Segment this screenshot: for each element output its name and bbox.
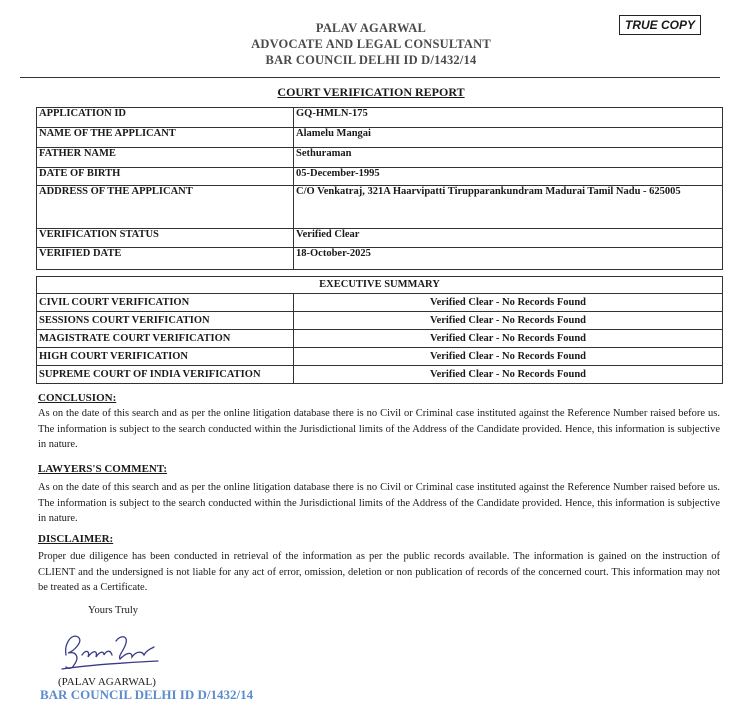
signatory-name: (PALAV AGARWAL) bbox=[58, 676, 156, 688]
summary-value: Verified Clear - No Records Found bbox=[294, 330, 723, 348]
table-row bbox=[37, 330, 723, 348]
table-row bbox=[37, 312, 723, 330]
detail-label: ADDRESS OF THE APPLICANT bbox=[37, 186, 294, 229]
signature-image bbox=[58, 625, 168, 673]
advocate-bar-id: BAR COUNCIL DELHI ID D/1432/14 bbox=[265, 53, 477, 67]
applicant-details-table bbox=[36, 107, 723, 270]
summary-value: Verified Clear - No Records Found bbox=[294, 348, 723, 366]
table-row bbox=[37, 186, 723, 229]
table-row bbox=[37, 348, 723, 366]
summary-value: Verified Clear - No Records Found bbox=[294, 312, 723, 330]
detail-value: Alamelu Mangai bbox=[294, 128, 723, 148]
table-row bbox=[37, 366, 723, 384]
table-row bbox=[37, 229, 723, 248]
detail-value: 18-October-2025 bbox=[294, 248, 723, 270]
footer-bar-id: BAR COUNCIL DELHI ID D/1432/14 bbox=[40, 687, 254, 702]
detail-label: APPLICATION ID bbox=[37, 108, 294, 128]
summary-label: HIGH COURT VERIFICATION bbox=[37, 348, 294, 366]
table-row bbox=[37, 277, 723, 294]
lawyers-comment-heading: LAWYERS'S COMMENT: bbox=[38, 463, 168, 475]
header-divider bbox=[20, 77, 720, 78]
true-copy-stamp: TRUE COPY bbox=[619, 15, 701, 35]
disclaimer-text: Proper due diligence has been conducted in retrieval of the information as per the public records available. The information is gained on the instruction of CLIENT and the undersigned is not liable for any act of error, omission, deletion or non publication of records of the concerned court. This information may not be treated as a Certificate. bbox=[38, 551, 720, 593]
table-row bbox=[37, 128, 723, 148]
detail-label: DATE OF BIRTH bbox=[37, 168, 294, 186]
detail-label: FATHER NAME bbox=[37, 148, 294, 168]
summary-label: SESSIONS COURT VERIFICATION bbox=[37, 312, 294, 330]
detail-value: Verified Clear bbox=[294, 229, 723, 248]
detail-label: NAME OF THE APPLICANT bbox=[37, 128, 294, 148]
report-title: COURT VERIFICATION REPORT bbox=[277, 85, 465, 99]
executive-summary-title: EXECUTIVE SUMMARY bbox=[37, 277, 723, 294]
disclaimer-heading: DISCLAIMER: bbox=[38, 533, 114, 545]
advocate-designation: ADVOCATE AND LEGAL CONSULTANT bbox=[251, 37, 491, 51]
summary-label: SUPREME COURT OF INDIA VERIFICATION bbox=[37, 366, 294, 384]
conclusion-text: As on the date of this search and as per the online litigation database there is no Civil or Criminal case instituted against the Reference Number raised before us. The information is subject to the search conducted within the Jurisdictional limits of the Address of the Candidate provided. Hence, this information is subjective in nature. bbox=[38, 408, 720, 450]
summary-value: Verified Clear - No Records Found bbox=[294, 294, 723, 312]
detail-label: VERIFIED DATE bbox=[37, 248, 294, 270]
detail-value: 05-December-1995 bbox=[294, 168, 723, 186]
detail-value: GQ-HMLN-175 bbox=[294, 108, 723, 128]
summary-label: MAGISTRATE COURT VERIFICATION bbox=[37, 330, 294, 348]
detail-value: Sethuraman bbox=[294, 148, 723, 168]
lawyers-comment-text: As on the date of this search and as per the online litigation database there is no Civil or Criminal case instituted against the Reference Number raised before us. The information is subject to the search conducted within the Jurisdictional limits of the Address of the Candidate provided. Hence, this information is subjective in nature. bbox=[38, 482, 720, 524]
summary-label: CIVIL COURT VERIFICATION bbox=[37, 294, 294, 312]
table-row bbox=[37, 248, 723, 270]
executive-summary-table bbox=[36, 276, 723, 384]
table-row bbox=[37, 108, 723, 128]
table-row bbox=[37, 148, 723, 168]
table-row bbox=[37, 168, 723, 186]
advocate-name: PALAV AGARWAL bbox=[315, 21, 427, 35]
detail-value: C/O Venkatraj, 321A Haarvipatti Tirupparankundram Madurai Tamil Nadu - 625005 bbox=[294, 186, 723, 229]
conclusion-heading: CONCLUSION: bbox=[38, 392, 117, 404]
detail-label: VERIFICATION STATUS bbox=[37, 229, 294, 248]
summary-value: Verified Clear - No Records Found bbox=[294, 366, 723, 384]
table-row bbox=[37, 294, 723, 312]
closing-text: Yours Truly bbox=[88, 605, 139, 616]
